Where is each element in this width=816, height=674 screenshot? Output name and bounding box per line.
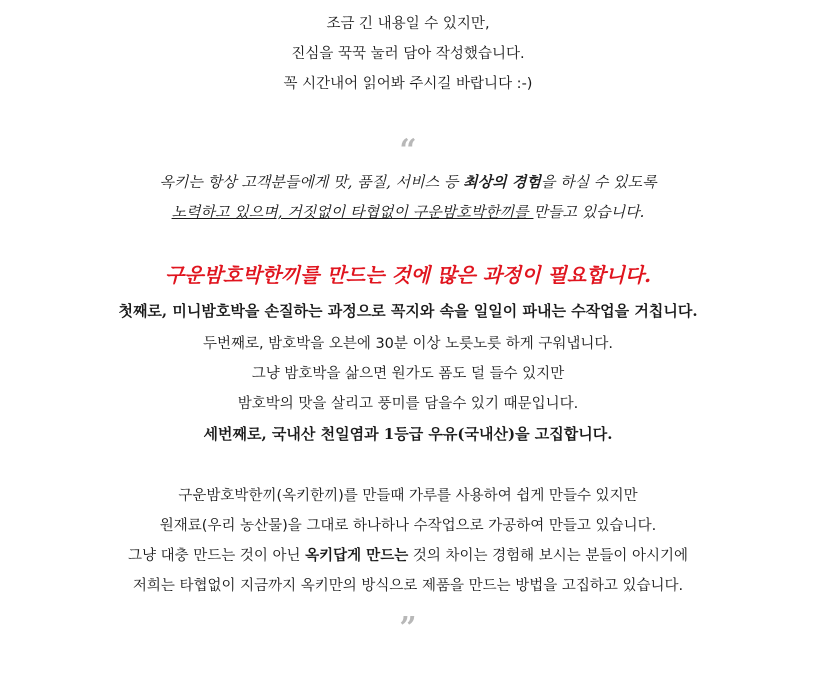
quote-line-1-post: 을 하실 수 있도록: [540, 173, 657, 191]
intro-line-3: 꼭 시간내어 읽어봐 주시길 바랍니다 :-): [283, 76, 533, 92]
closing-line-1: 구운밤호박한끼(옥키한끼)를 만들때 가루를 사용하여 쉽게 만들수 있지만: [178, 488, 638, 504]
process-line-2: 두번째로, 밤호박을 오븐에 30분 이상 노릇노릇 하게 구워냅니다.: [202, 336, 614, 352]
quote-line-1-pre: 옥키는 항상 고객분들에게 맛, 품질, 서비스 등: [159, 173, 464, 191]
open-quote-icon: “: [399, 133, 417, 168]
closing-line-4: 저희는 타협없이 지금까지 옥키만의 방식으로 제품을 만드는 방법을 고집하고 있습니다.: [132, 578, 684, 594]
quote-line-2-post: 만들고 있습니다.: [533, 203, 645, 221]
quote-line-2: [0, 202, 816, 222]
intro-line-2: 진심을 꾹꾹 눌러 담아 작성했습니다.: [291, 46, 525, 62]
closing-line-3-post: 것의 차이는 경험해 보시는 분들이 아시기에: [408, 548, 688, 564]
process-line-4: 밤호박의 맛을 살리고 풍미를 담을수 있기 때문입니다.: [237, 396, 579, 412]
close-quote-icon: ”: [399, 611, 417, 646]
closing-line-3: [0, 546, 816, 566]
closing-line-3-pre: 그냥 대충 만드는 것이 아닌: [127, 548, 306, 564]
closing-line-2: 원재료(우리 농산물)을 그대로 하나하나 수작업으로 가공하여 만들고 있습니다.: [159, 518, 657, 534]
quote-line-2-underlined: 노력하고 있으며, 거짓없이 타협없이 구운밤호박한끼를: [171, 203, 534, 221]
quote-line-1-bold: 최상의 경험: [463, 173, 541, 191]
process-line-1: 첫째로, 미니밤호박을 손질하는 과정으로 꼭지와 속을 일일이 파내는 수작업을 거칩니다.: [118, 302, 698, 320]
intro-line-1: 조금 긴 내용일 수 있지만,: [326, 16, 490, 32]
process-line-3: 그냥 밤호박을 삶으면 원가도 폼도 덜 들수 있지만: [251, 366, 565, 382]
process-heading: 구운밤호박한끼를 만드는 것에 많은 과정이 필요합니다.: [164, 263, 652, 287]
quote-line-1: [0, 172, 816, 192]
process-line-5: 세번째로, 국내산 천일염과 1등급 우유(국내산)을 고집합니다.: [203, 425, 613, 443]
closing-line-3-bold: 옥키답게 만드는: [305, 548, 409, 564]
